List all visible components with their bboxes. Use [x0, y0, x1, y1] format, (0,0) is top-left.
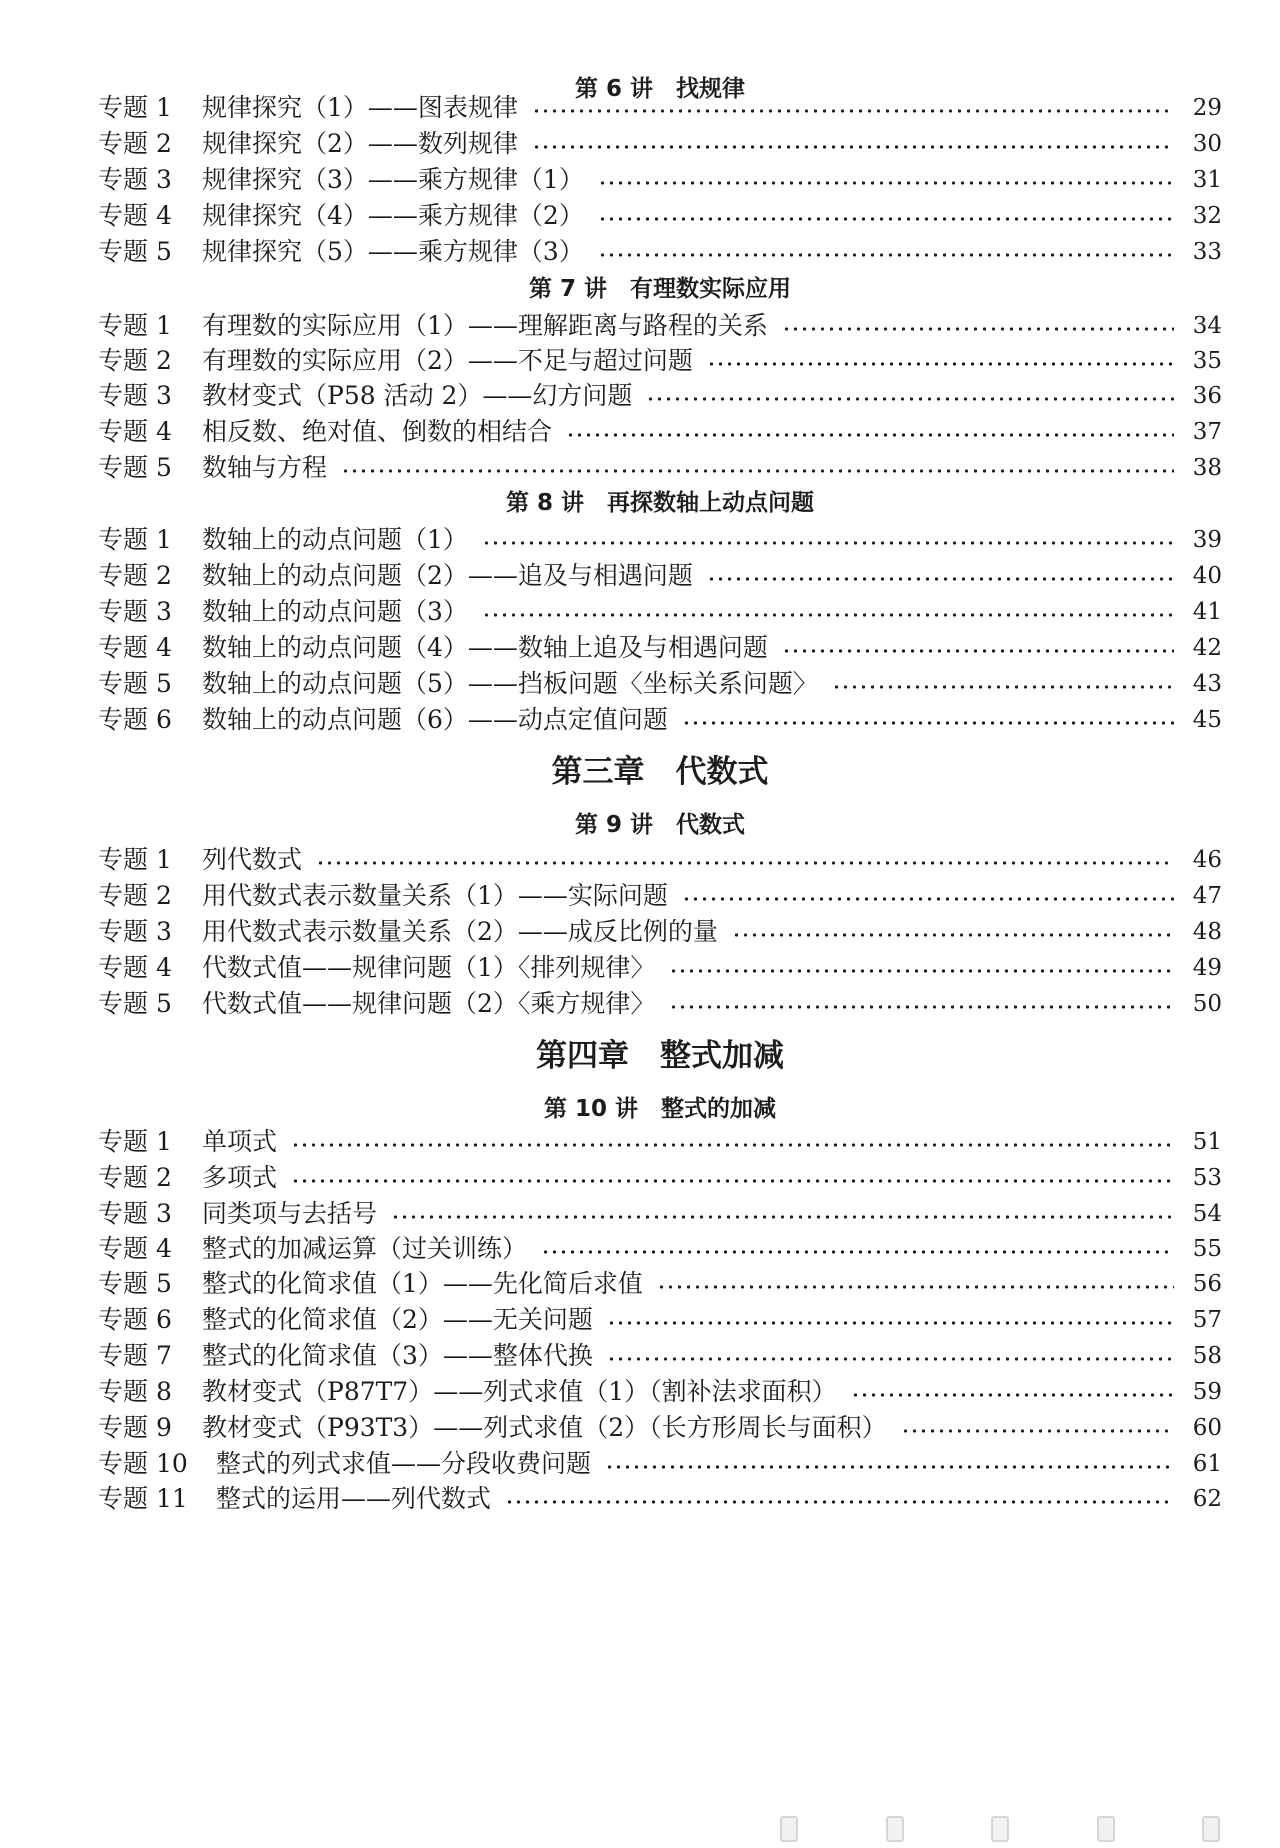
dot-leader — [605, 1465, 1174, 1469]
scan-mark — [1202, 1816, 1220, 1842]
page-number: 30 — [1192, 131, 1222, 157]
toc-entry[interactable] — [98, 1196, 1222, 1232]
topic-label: 专题 1 — [98, 1127, 172, 1156]
page-number: 32 — [1192, 203, 1222, 229]
topic-title: 教材变式（P93T3）——列式求值（2）（长方形周长与面积） — [202, 1413, 887, 1442]
toc-entry[interactable] — [98, 558, 1222, 594]
toc-entry[interactable] — [98, 126, 1222, 162]
toc-entry[interactable] — [98, 162, 1222, 198]
dot-leader — [316, 861, 1174, 865]
topic-title: 用代数式表示数量关系（2）——成反比例的量 — [202, 917, 718, 946]
topic-title: 有理数的实际应用（1）——理解距离与路程的关系 — [202, 311, 768, 340]
lecture-7-heading: 第 7 讲 有理数实际应用 — [528, 276, 792, 302]
dot-leader — [482, 541, 1174, 545]
page-number: 59 — [1192, 1379, 1222, 1405]
topic-label: 专题 4 — [98, 953, 172, 982]
page-number: 29 — [1192, 95, 1222, 121]
topic-title: 单项式 — [202, 1127, 278, 1156]
dot-leader — [607, 1357, 1174, 1361]
topic-title: 数轴上的动点问题（2）——追及与相遇问题 — [202, 561, 693, 590]
topic-label: 专题 2 — [98, 881, 172, 910]
page-number: 49 — [1192, 955, 1222, 981]
topic-label: 专题 3 — [98, 1199, 172, 1228]
topic-label: 专题 1 — [98, 311, 172, 340]
topic-label: 专题 1 — [98, 525, 172, 554]
toc-entry[interactable] — [98, 1160, 1222, 1196]
scan-mark — [991, 1816, 1009, 1842]
toc-entry[interactable] — [98, 666, 1222, 702]
page-number: 55 — [1192, 1236, 1222, 1262]
toc-entry[interactable] — [98, 522, 1222, 558]
topic-title: 同类项与去括号 — [202, 1199, 378, 1228]
topic-title: 数轴与方程 — [202, 453, 328, 482]
topic-label: 专题 11 — [98, 1484, 188, 1513]
toc-entry[interactable] — [98, 950, 1222, 986]
topic-label: 专题 5 — [98, 237, 172, 266]
dot-leader — [341, 469, 1174, 473]
toc-entry[interactable] — [98, 1481, 1222, 1517]
topic-title: 整式的加减运算（过关训练） — [202, 1234, 528, 1263]
scan-edge-marks — [780, 1816, 1220, 1842]
dot-leader — [291, 1143, 1174, 1147]
page-number: 38 — [1192, 455, 1222, 481]
page-number: 61 — [1192, 1451, 1222, 1477]
dot-leader — [669, 969, 1174, 973]
topic-title: 规律探究（4）——乘方规律（2） — [202, 201, 584, 230]
topic-label: 专题 3 — [98, 917, 172, 946]
toc-entry[interactable] — [98, 234, 1222, 270]
page-number: 57 — [1192, 1307, 1222, 1333]
toc-entry[interactable] — [98, 1446, 1222, 1482]
toc-entry[interactable] — [98, 1338, 1222, 1374]
topic-label: 专题 3 — [98, 597, 172, 626]
topic-title: 规律探究（3）——乘方规律（1） — [202, 165, 584, 194]
topic-title: 用代数式表示数量关系（1）——实际问题 — [202, 881, 668, 910]
toc-entry[interactable] — [98, 630, 1222, 666]
page-number: 36 — [1192, 383, 1222, 409]
dot-leader — [598, 217, 1174, 221]
topic-title: 整式的化简求值（2）——无关问题 — [202, 1305, 593, 1334]
dot-leader — [669, 1005, 1174, 1009]
topic-label: 专题 4 — [98, 633, 172, 662]
dot-leader — [682, 721, 1174, 725]
dot-leader — [482, 613, 1174, 617]
topic-title: 代数式值——规律问题（1）〈排列规律〉 — [202, 953, 656, 982]
topic-label: 专题 7 — [98, 1341, 172, 1370]
topic-title: 相反数、绝对值、倒数的相结合 — [202, 417, 553, 446]
topic-label: 专题 10 — [98, 1449, 188, 1478]
page-number: 34 — [1192, 313, 1222, 339]
toc-entry[interactable] — [98, 1231, 1222, 1267]
toc-entry[interactable] — [98, 414, 1222, 450]
dot-leader — [566, 433, 1174, 437]
page-number: 35 — [1192, 348, 1222, 374]
page-number: 33 — [1192, 239, 1222, 265]
topic-title: 教材变式（P87T7）——列式求值（1）（割补法求面积） — [202, 1377, 837, 1406]
toc-entry[interactable] — [98, 1302, 1222, 1338]
topic-title: 多项式 — [202, 1163, 278, 1192]
page-number: 60 — [1192, 1415, 1222, 1441]
toc-entry[interactable] — [98, 1410, 1222, 1446]
page-number: 46 — [1192, 847, 1222, 873]
toc-entry[interactable] — [98, 1374, 1222, 1410]
toc-entry[interactable] — [98, 594, 1222, 630]
dot-leader — [657, 1285, 1174, 1289]
toc-entry[interactable] — [98, 450, 1222, 486]
topic-label: 专题 6 — [98, 705, 172, 734]
topic-title: 列代数式 — [202, 845, 303, 874]
topic-title: 规律探究（5）——乘方规律（3） — [202, 237, 584, 266]
toc-entry[interactable] — [98, 986, 1222, 1022]
page-number: 56 — [1192, 1271, 1222, 1297]
toc-entry[interactable] — [98, 378, 1222, 414]
topic-label: 专题 2 — [98, 1163, 172, 1192]
toc-entry[interactable] — [98, 198, 1222, 234]
dot-leader — [707, 577, 1174, 581]
dot-leader — [732, 933, 1174, 937]
page-number: 42 — [1192, 635, 1222, 661]
page-number: 62 — [1192, 1486, 1222, 1512]
page-number: 48 — [1192, 919, 1222, 945]
scan-mark — [780, 1816, 798, 1842]
page-number: 58 — [1192, 1343, 1222, 1369]
dot-leader — [532, 109, 1174, 113]
topic-label: 专题 4 — [98, 417, 172, 446]
dot-leader — [505, 1500, 1174, 1504]
page-number: 43 — [1192, 671, 1222, 697]
topic-label: 专题 3 — [98, 381, 172, 410]
page-number: 53 — [1192, 1165, 1222, 1191]
dot-leader — [598, 181, 1174, 185]
dot-leader — [598, 253, 1174, 257]
chapter-3-heading: 第三章 代数式 — [551, 754, 769, 790]
toc-entry[interactable] — [98, 878, 1222, 914]
toc-entry[interactable] — [98, 842, 1222, 878]
dot-leader — [532, 145, 1174, 149]
topic-title: 有理数的实际应用（2）——不足与超过问题 — [202, 346, 693, 375]
topic-title: 整式的运用——列代数式 — [216, 1484, 492, 1513]
toc-entry[interactable] — [98, 308, 1222, 344]
page-number: 31 — [1192, 167, 1222, 193]
topic-title: 代数式值——规律问题（2）〈乘方规律〉 — [202, 989, 656, 1018]
page-number: 51 — [1192, 1129, 1222, 1155]
page-number: 37 — [1192, 419, 1222, 445]
page-number: 41 — [1192, 599, 1222, 625]
page-number: 54 — [1192, 1201, 1222, 1227]
lecture-6-heading: 第 6 讲 找规律 — [574, 76, 746, 102]
dot-leader — [541, 1250, 1174, 1254]
dot-leader — [607, 1321, 1174, 1325]
topic-label: 专题 2 — [98, 346, 172, 375]
topic-label: 专题 5 — [98, 1269, 172, 1298]
page-number: 50 — [1192, 991, 1222, 1017]
toc-entry[interactable] — [98, 914, 1222, 950]
topic-title: 数轴上的动点问题（4）——数轴上追及与相遇问题 — [202, 633, 768, 662]
topic-label: 专题 2 — [98, 129, 172, 158]
page-number: 45 — [1192, 707, 1222, 733]
topic-title: 数轴上的动点问题（5）——挡板问题〈坐标关系问题〉 — [202, 669, 818, 698]
dot-leader — [707, 362, 1174, 366]
topic-title: 教材变式（P58 活动 2）——幻方问题 — [202, 381, 633, 410]
topic-label: 专题 1 — [98, 845, 172, 874]
topic-label: 专题 2 — [98, 561, 172, 590]
topic-title: 规律探究（1）——图表规律 — [202, 93, 518, 122]
topic-label: 专题 3 — [98, 165, 172, 194]
toc-entry[interactable] — [98, 702, 1222, 738]
toc-entry[interactable] — [98, 1266, 1222, 1302]
topic-title: 数轴上的动点问题（1） — [202, 525, 468, 554]
lecture-9-heading: 第 9 讲 代数式 — [574, 812, 746, 838]
dot-leader — [782, 327, 1174, 331]
topic-label: 专题 4 — [98, 201, 172, 230]
toc-entry[interactable] — [98, 90, 1222, 126]
scan-mark — [886, 1816, 904, 1842]
page-number: 40 — [1192, 563, 1222, 589]
topic-label: 专题 1 — [98, 93, 172, 122]
topic-title: 整式的化简求值（1）——先化简后求值 — [202, 1269, 643, 1298]
lecture-10-heading: 第 10 讲 整式的加减 — [543, 1096, 777, 1122]
page-number: 39 — [1192, 527, 1222, 553]
topic-label: 专题 5 — [98, 989, 172, 1018]
dot-leader — [832, 685, 1174, 689]
topic-title: 整式的化简求值（3）——整体代换 — [202, 1341, 593, 1370]
lecture-8-heading: 第 8 讲 再探数轴上动点问题 — [505, 490, 815, 516]
toc-entry[interactable] — [98, 343, 1222, 379]
topic-label: 专题 8 — [98, 1377, 172, 1406]
dot-leader — [646, 397, 1174, 401]
dot-leader — [682, 897, 1174, 901]
chapter-4-heading: 第四章 整式加减 — [536, 1038, 784, 1074]
topic-title: 数轴上的动点问题（6）——动点定值问题 — [202, 705, 668, 734]
dot-leader — [291, 1179, 1174, 1183]
topic-label: 专题 6 — [98, 1305, 172, 1334]
topic-title: 整式的列式求值——分段收费问题 — [216, 1449, 592, 1478]
dot-leader — [901, 1429, 1174, 1433]
toc-entry[interactable] — [98, 1124, 1222, 1160]
dot-leader — [782, 649, 1174, 653]
page-number: 47 — [1192, 883, 1222, 909]
topic-title: 数轴上的动点问题（3） — [202, 597, 468, 626]
dot-leader — [391, 1215, 1174, 1219]
scan-mark — [1097, 1816, 1115, 1842]
topic-title: 规律探究（2）——数列规律 — [202, 129, 518, 158]
topic-label: 专题 5 — [98, 453, 172, 482]
topic-label: 专题 9 — [98, 1413, 172, 1442]
topic-label: 专题 5 — [98, 669, 172, 698]
dot-leader — [851, 1393, 1174, 1397]
topic-label: 专题 4 — [98, 1234, 172, 1263]
